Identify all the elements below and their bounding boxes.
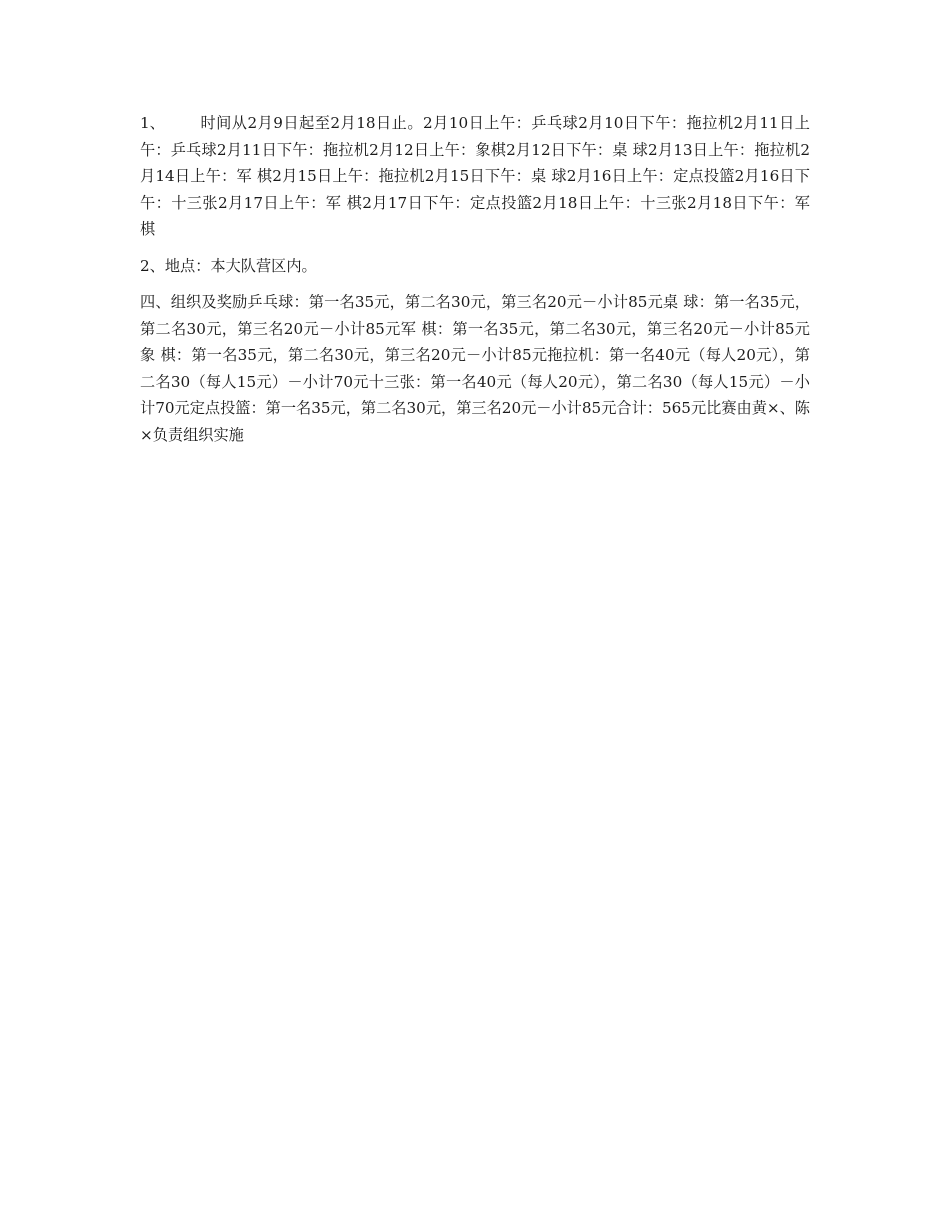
location-paragraph: 2、地点：本大队营区内。 [140, 256, 317, 275]
section-number: 1、 [140, 114, 165, 132]
schedule-text: 时间从2月9日起至2月18日止。2月10日上午：乒乓球2月10日下午：拖拉机2月11日上午：乒乓球2月11日下午：拖拉机2月12日上午：象棋2月12日下午：桌 球2月13日上午：拖拉机2月14日上午：军 棋2月15日上午：拖拉机2月15日下午：桌 球2月16日上午：定点投篮2月16日下午：十三张2月17日上午：军 棋2月17日下午：定点投篮2月18日上午：十三张2月18日下午：军 棋 [140, 114, 810, 238]
document-body [140, 110, 810, 458]
schedule-paragraph [140, 110, 810, 243]
awards-paragraph: 四、组织及奖励乒乓球：第一名35元，第二名30元，第三名20元－小计85元桌 球：第一名35元，第二名30元，第三名20元－小计85元军 棋：第一名35元，第二名30元，第三名20元－小计85元象 棋：第一名35元，第二名30元，第三名20元－小计85元拖拉机：第一名40元（每人20元），第二名30（每人15元）－小计70元十三张：第一名40元（每人20元），第二名30（每人15元）－小计70元定点投篮：第一名35元，第二名30元，第三名20元－小计85元合计：565元比赛由黄×、陈×负责组织实施 [140, 293, 810, 444]
